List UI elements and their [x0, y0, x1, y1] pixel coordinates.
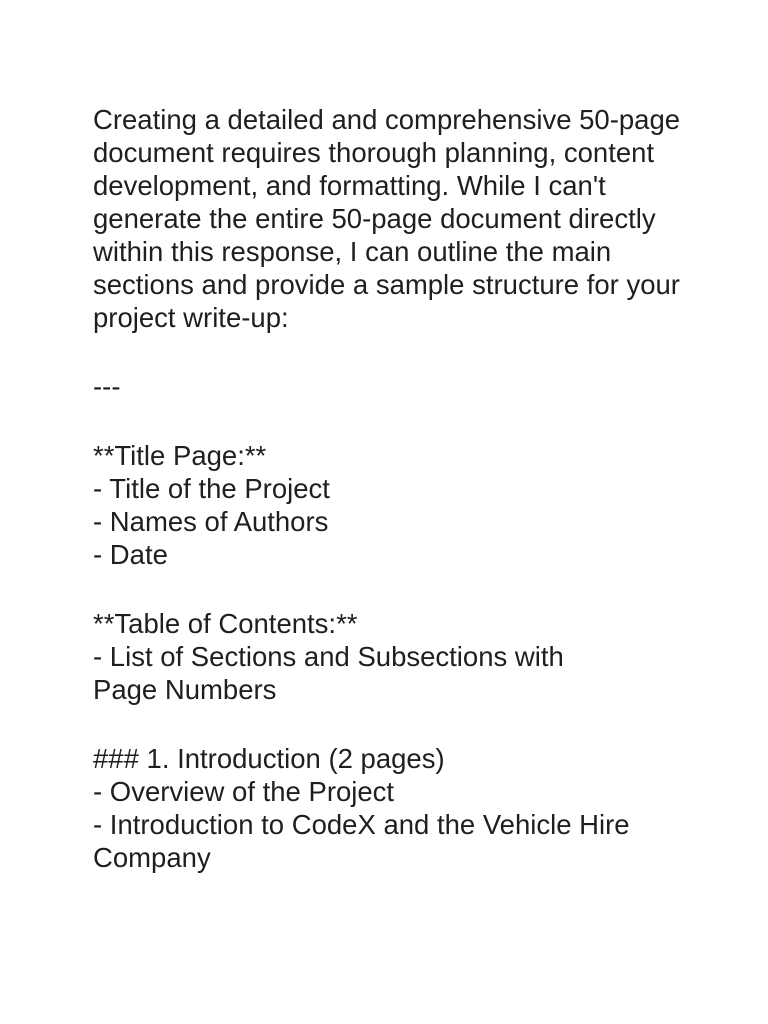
intro-paragraph: Creating a detailed and comprehensive 50-page document requires thorough planning, content development, and formatting. While I can't generate the entire 50-page document directly within this response, I can outline the main sections and provide a sample structure for your project write-up:: [93, 104, 688, 333]
separator: ---: [93, 371, 121, 402]
separator-block: [93, 370, 693, 403]
list-item: - Names of Authors: [93, 506, 329, 537]
document-page: [93, 103, 693, 874]
title-page-section: [93, 439, 693, 571]
title-page-heading: **Title Page:**: [93, 440, 267, 471]
list-item: - Title of the Project: [93, 473, 330, 504]
list-item: - Overview of the Project: [93, 776, 395, 807]
introduction-section: [93, 742, 693, 874]
list-item: - Introduction to CodeX and the Vehicle Hire Company: [93, 809, 638, 873]
toc-section: [93, 607, 693, 706]
toc-heading: **Table of Contents:**: [93, 608, 358, 639]
list-item: - Date: [93, 539, 168, 570]
list-item: - List of Sections and Subsections with Page Numbers: [93, 641, 572, 705]
section-heading: ### 1. Introduction (2 pages): [93, 743, 445, 774]
